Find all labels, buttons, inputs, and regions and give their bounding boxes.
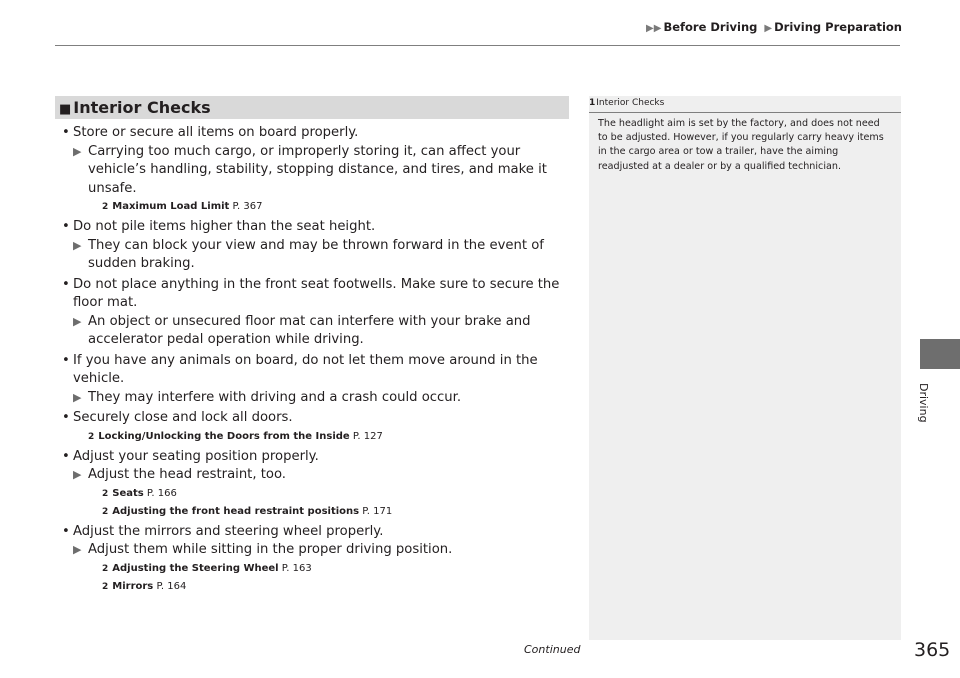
- xref-title[interactable]: Locking/Unlocking the Doors from the Inside: [98, 430, 350, 442]
- checklist-sub-item: [62, 466, 572, 485]
- xref-arrow-icon: 2: [102, 563, 109, 574]
- checklist-sub-item: [62, 389, 572, 408]
- breadcrumb-item-driving-preparation[interactable]: Driving Preparation: [774, 20, 902, 34]
- checklist-sub-item: [62, 541, 572, 560]
- sub-arrow-icon: ▶: [73, 144, 82, 158]
- xref-page[interactable]: P. 171: [362, 505, 393, 517]
- checklist-item: [62, 409, 572, 428]
- xref-arrow-icon: 2: [102, 202, 109, 212]
- section-heading: [55, 96, 569, 119]
- checklist-item: [62, 523, 572, 542]
- checklist-sub-text: They can block your view and may be thrown forward in the event of sudden braking.: [88, 237, 544, 271]
- bullet-icon: •: [62, 125, 70, 140]
- bullet-icon: •: [62, 352, 70, 368]
- bullet-icon: •: [62, 276, 70, 292]
- continued-label: Continued: [524, 643, 581, 656]
- checklist-sub-item: [62, 313, 572, 350]
- side-note-text: The headlight aim is set by the factory, and does not need to be adjusted. However, if you regularly carry heavy items in the cargo area or tow a trailer, have the aiming readjusted at a dealer or by a qualified technician.: [598, 118, 884, 172]
- checklist-item-text: Adjust your seating position properly.: [73, 448, 319, 464]
- breadcrumb-arrow-icon: ▶▶: [646, 23, 662, 34]
- cross-reference[interactable]: [62, 560, 572, 578]
- chapter-tab[interactable]: [920, 339, 960, 369]
- xref-page[interactable]: P. 166: [146, 487, 177, 499]
- checklist-sub-text: Adjust them while sitting in the proper driving position.: [88, 542, 453, 557]
- checklist-sub-text: An object or unsecured floor mat can interfere with your brake and accelerator pedal operation while driving.: [88, 313, 531, 347]
- checklist-item-text: Securely close and lock all doors.: [73, 410, 293, 425]
- xref-arrow-icon: 2: [102, 488, 109, 499]
- breadcrumb-item-before-driving[interactable]: Before Driving: [663, 20, 758, 34]
- sub-arrow-icon: ▶: [73, 390, 82, 404]
- checklist-item: [62, 448, 572, 467]
- checklist-item-text: Do not pile items higher than the seat height.: [73, 219, 376, 234]
- bullet-icon: •: [62, 448, 70, 464]
- checklist-item: [62, 276, 572, 313]
- heading-square-icon: ■: [59, 102, 72, 117]
- side-note-title-text: Interior Checks: [596, 98, 665, 108]
- section-heading-text: Interior Checks: [73, 98, 211, 117]
- checklist-item-text: Do not place anything in the front seat footwells. Make sure to secure the floor mat.: [73, 276, 560, 310]
- checklist-sub-text: Carrying too much cargo, or improperly storing it, can affect your vehicle’s handling, stability, stopping distance, and tires, and make it unsafe.: [88, 143, 547, 196]
- xref-page[interactable]: P. 164: [156, 580, 187, 592]
- sub-arrow-icon: ▶: [73, 314, 82, 328]
- checklist-item-text: If you have any animals on board, do not let them move around in the vehicle.: [73, 352, 538, 386]
- xref-page[interactable]: P. 163: [281, 562, 312, 574]
- sub-arrow-icon: ▶: [73, 238, 82, 252]
- xref-title[interactable]: Adjusting the Steering Wheel: [112, 562, 279, 574]
- checklist-sub-item: [62, 143, 572, 199]
- breadcrumb: [646, 20, 902, 34]
- note-marker-icon: 1: [589, 98, 596, 108]
- xref-title[interactable]: Mirrors: [112, 580, 154, 592]
- cross-reference[interactable]: [62, 428, 572, 446]
- checklist: [62, 122, 572, 596]
- xref-arrow-icon: 2: [102, 581, 109, 592]
- xref-page[interactable]: P. 367: [232, 201, 263, 212]
- side-note-title: [589, 96, 901, 113]
- breadcrumb-arrow-icon: ▶: [764, 23, 773, 34]
- header-divider: [55, 45, 900, 46]
- checklist-item: [62, 352, 572, 389]
- cross-reference[interactable]: [62, 485, 572, 503]
- checklist-item: [62, 218, 572, 237]
- bullet-icon: •: [62, 219, 70, 234]
- xref-title[interactable]: Maximum Load Limit: [112, 201, 230, 212]
- checklist-item: [62, 124, 572, 143]
- xref-page[interactable]: P. 127: [352, 430, 383, 442]
- checklist-item-text: Adjust the mirrors and steering wheel properly.: [73, 523, 384, 539]
- checklist-sub-item: [62, 237, 572, 274]
- xref-title[interactable]: Seats: [112, 487, 144, 499]
- checklist-sub-text: They may interfere with driving and a crash could occur.: [88, 389, 462, 405]
- xref-arrow-icon: 2: [102, 506, 109, 517]
- checklist-item-text: Store or secure all items on board properly.: [73, 125, 359, 140]
- cross-reference[interactable]: [62, 198, 572, 216]
- cross-reference[interactable]: [62, 578, 572, 596]
- page-number: 365: [914, 639, 951, 661]
- checklist-sub-text: Adjust the head restraint, too.: [88, 467, 286, 482]
- chapter-tab-label: Driving: [917, 383, 930, 423]
- cross-reference[interactable]: [62, 503, 572, 521]
- sub-arrow-icon: ▶: [73, 543, 82, 556]
- bullet-icon: •: [62, 523, 70, 539]
- xref-title[interactable]: Adjusting the front head restraint positions: [112, 505, 360, 517]
- sub-arrow-icon: ▶: [73, 468, 82, 481]
- xref-arrow-icon: 2: [88, 431, 95, 442]
- bullet-icon: •: [62, 410, 70, 425]
- side-note-panel: [589, 96, 901, 640]
